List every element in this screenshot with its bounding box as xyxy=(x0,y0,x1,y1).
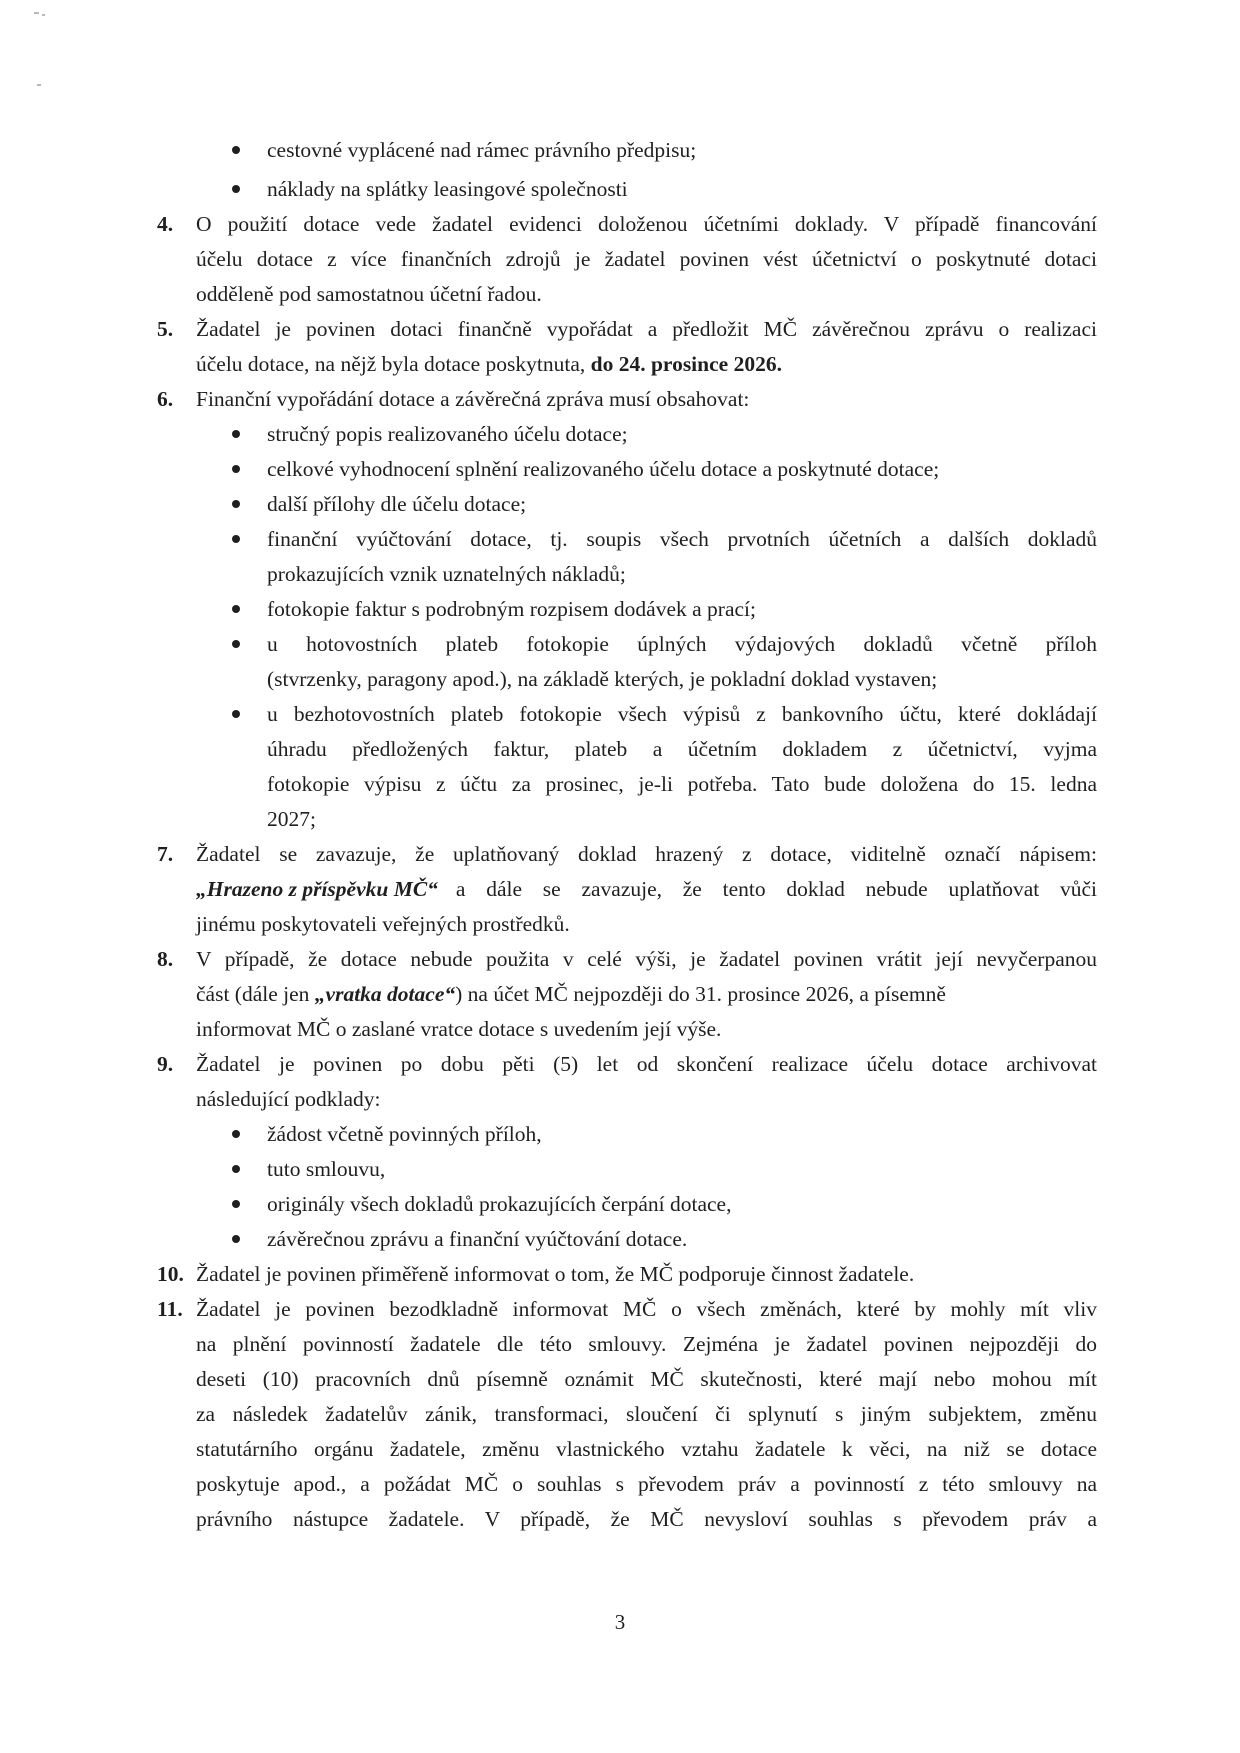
bullet-icon xyxy=(232,146,240,154)
list-item: žádost včetně povinných příloh, xyxy=(267,1122,542,1146)
paragraph-line: Žadatel je povinen bezodkladně informovat MČ o všech změnách, které by mohly mít vliv xyxy=(196,1297,1097,1321)
paragraph-line: statutárního orgánu žadatele, změnu vlastnického vztahu žadatele k věci, na niž se dotace xyxy=(196,1437,1097,1461)
paragraph-line: Žadatel je povinen dotaci finančně vypořádat a předložit MČ závěrečnou zprávu o realizaci xyxy=(196,317,1097,341)
bullet-icon xyxy=(232,605,240,613)
paragraph-line: za následek žadatelův zánik, transformaci, sloučení či splynutí s jiným subjektem, změnu xyxy=(196,1402,1097,1426)
label-text: „Hrazeno z příspěvku MČ“ xyxy=(196,877,438,901)
label-text: „vratka dotace“ xyxy=(314,982,456,1006)
paragraph-line: jinému poskytovateli veřejných prostředků. xyxy=(196,912,570,936)
page-number: 3 xyxy=(614,1610,626,1634)
paragraph-line: Finanční vypořádání dotace a závěrečná zpráva musí obsahovat: xyxy=(196,387,750,411)
bullet-icon xyxy=(232,640,240,648)
paragraph-text: ) na účet MČ nejpozději do 31. prosince 2026, a písemně xyxy=(455,982,946,1006)
deadline-text: do 24. prosince 2026. xyxy=(590,352,782,376)
bullet-icon xyxy=(232,710,240,718)
paragraph-line: na plnění povinností žadatele dle této smlouvy. Zejména je žadatel povinen nejpozději do xyxy=(196,1332,1097,1356)
paragraph-line: poskytuje apod., a požádat MČ o souhlas s převodem práv a povinností z této smlouvy na xyxy=(196,1472,1097,1496)
paragraph-text: a dále se zavazuje, že tento doklad nebude uplatňovat vůči xyxy=(455,877,1097,901)
paragraph-line: informovat MČ o zaslané vratce dotace s uvedením její výše. xyxy=(196,1017,722,1041)
list-item: úhradu předložených faktur, plateb a účetním dokladem z účetnictví, vyjma xyxy=(267,737,1097,761)
paragraph-number: 7. xyxy=(157,842,174,866)
bullet-icon xyxy=(232,535,240,543)
list-item: cestovné vyplácené nad rámec právního předpisu; xyxy=(267,138,697,162)
list-item: náklady na splátky leasingové společnosti xyxy=(267,177,628,201)
bullet-icon xyxy=(232,430,240,438)
bullet-icon xyxy=(232,1200,240,1208)
paragraph-text: účelu dotace, na nějž byla dotace poskytnuta, xyxy=(196,352,586,376)
list-item: další přílohy dle účelu dotace; xyxy=(267,492,527,516)
list-item: fotokopie výpisu z účtu za prosinec, je-li potřeba. Tato bude doložena do 15. ledna xyxy=(267,772,1097,796)
paragraph-number: 11. xyxy=(157,1297,183,1321)
list-item: závěrečnou zprávu a finanční vyúčtování dotace. xyxy=(267,1227,688,1251)
list-item: (stvrzenky, paragony apod.), na základě kterých, je pokladní doklad vystaven; xyxy=(267,667,938,691)
bullet-icon xyxy=(232,1165,240,1173)
paragraph-line: deseti (10) pracovních dnů písemně oznámit MČ skutečnosti, které mají nebo mohou mít xyxy=(196,1367,1097,1391)
list-item: u hotovostních plateb fotokopie úplných výdajových dokladů včetně příloh xyxy=(267,632,1097,656)
list-item: finanční vyúčtování dotace, tj. soupis všech prvotních účetních a dalších dokladů xyxy=(267,527,1097,551)
paragraph-line xyxy=(196,874,1097,904)
bullet-icon xyxy=(232,1235,240,1243)
scan-speck xyxy=(37,84,41,86)
paragraph-line: právního nástupce žadatele. V případě, že MČ nevysloví souhlas s převodem práv a xyxy=(196,1507,1097,1531)
bullet-icon xyxy=(232,1130,240,1138)
paragraph-text: část (dále jen xyxy=(196,982,310,1006)
paragraph-line: účelu dotace z více finančních zdrojů je žadatel povinen vést účetnictví o poskytnuté dotaci xyxy=(196,247,1097,271)
bullet-icon xyxy=(232,465,240,473)
paragraph-line xyxy=(196,349,782,379)
paragraph-line: odděleně pod samostatnou účetní řadou. xyxy=(196,282,542,306)
list-item: tuto smlouvu, xyxy=(267,1157,386,1181)
bullet-icon xyxy=(232,185,240,193)
paragraph-number: 6. xyxy=(157,387,174,411)
scan-speck xyxy=(34,12,39,14)
list-item: originály všech dokladů prokazujících čerpání dotace, xyxy=(267,1192,732,1216)
paragraph-number: 5. xyxy=(157,317,174,341)
paragraph-line: následující podklady: xyxy=(196,1087,381,1111)
list-item: celkové vyhodnocení splnění realizovaného účelu dotace a poskytnuté dotace; xyxy=(267,457,940,481)
list-item: fotokopie faktur s podrobným rozpisem dodávek a prací; xyxy=(267,597,756,621)
paragraph-line xyxy=(196,979,946,1009)
list-item: stručný popis realizovaného účelu dotace; xyxy=(267,422,628,446)
paragraph-number: 4. xyxy=(157,212,174,236)
paragraph-number: 10. xyxy=(157,1262,184,1286)
list-item: 2027; xyxy=(267,807,316,831)
paragraph-line: V případě, že dotace nebude použita v celé výši, je žadatel povinen vrátit její nevyčerpanou xyxy=(196,947,1097,971)
paragraph-number: 8. xyxy=(157,947,174,971)
list-item: u bezhotovostních plateb fotokopie všech výpisů z bankovního účtu, které dokládají xyxy=(267,702,1097,726)
scan-speck xyxy=(42,14,45,16)
paragraph-line: Žadatel se zavazuje, že uplatňovaný doklad hrazený z dotace, viditelně označí nápisem: xyxy=(196,842,1097,866)
paragraph-line: Žadatel je povinen přiměřeně informovat o tom, že MČ podporuje činnost žadatele. xyxy=(196,1262,915,1286)
list-item: prokazujících vznik uznatelných nákladů; xyxy=(267,562,626,586)
paragraph-line: O použití dotace vede žadatel evidenci doloženou účetními doklady. V případě financování xyxy=(196,212,1097,236)
paragraph-line: Žadatel je povinen po dobu pěti (5) let od skončení realizace účelu dotace archivovat xyxy=(196,1052,1097,1076)
paragraph-number: 9. xyxy=(157,1052,174,1076)
bullet-icon xyxy=(232,500,240,508)
